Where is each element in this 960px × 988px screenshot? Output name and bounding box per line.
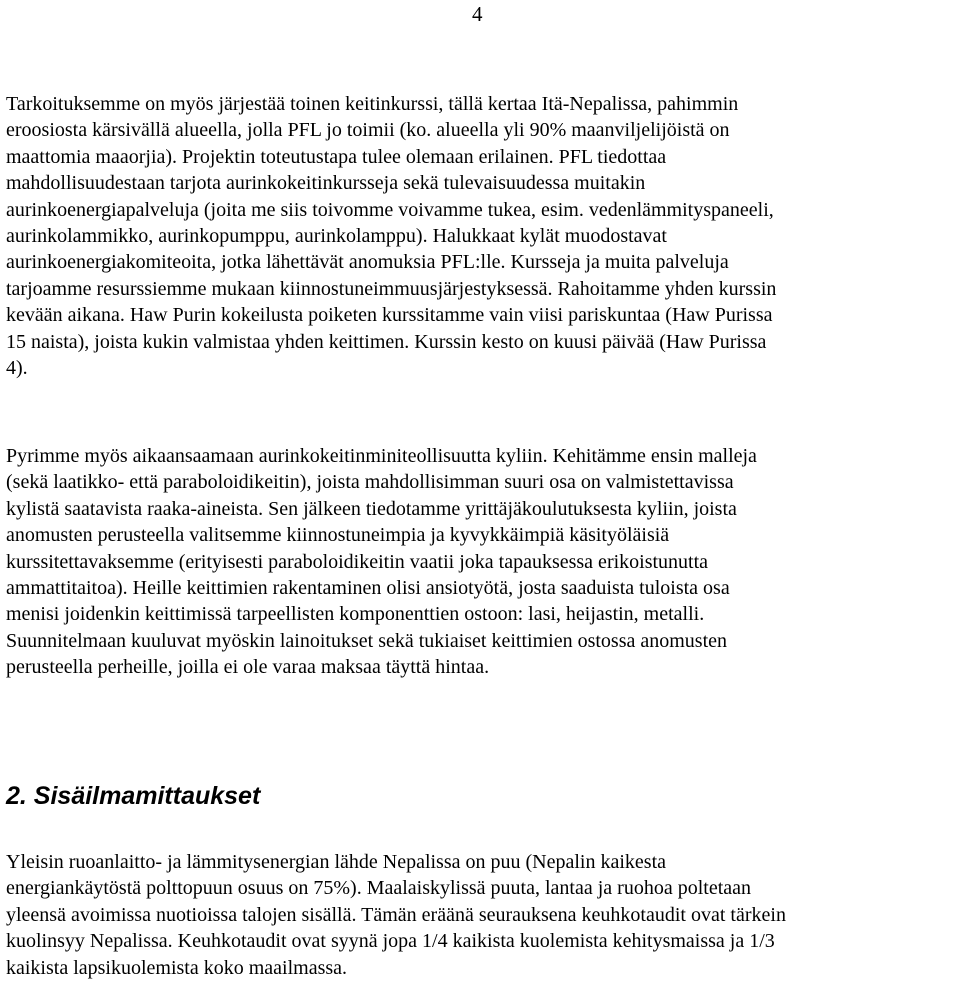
- text-line: (sekä laatikko- että paraboloidikeitin), joista mahdollisimman suuri osa on valmistettavissa: [6, 471, 734, 494]
- text-line: yleensä avoimissa nuotioissa talojen sisällä. Tämän eräänä seurauksena keuhkotaudit ovat tärkein: [6, 903, 786, 926]
- text-line: tarjoamme resurssiemme mukaan kiinnostuneimmuusjärjestyksessä. Rahoitamme yhden kurssin: [6, 277, 777, 300]
- text-line: energiankäytöstä polttopuun osuus on 75%). Maalaiskylissä puuta, lantaa ja ruohoa poltetaan: [6, 877, 752, 900]
- text-line: ammattitaitoa). Heille keittimien rakentaminen olisi ansiotyötä, josta saaduista tuloista osa: [6, 577, 730, 600]
- text-line: aurinkolammikko, aurinkopumppu, aurinkolamppu). Halukkaat kylät muodostavat: [6, 225, 667, 248]
- text-line: mahdollisuudestaan tarjota aurinkokeitinkursseja sekä tulevaisuudessa muitakin: [6, 172, 646, 195]
- text-line: kuolinsyy Nepalissa. Keuhkotaudit ovat syynä jopa 1/4 kaikista kuolemista kehitysmaissa ja 1/3: [6, 930, 775, 953]
- text-line: menisi joidenkin keittimissä tarpeellisten komponenttien ostoon: lasi, heijastin, metalli.: [6, 603, 705, 626]
- paragraph-cooking-course-plan: [6, 91, 958, 381]
- text-line: aurinkoenergiakomiteoita, jotka lähettävät anomuksia PFL:lle. Kursseja ja muita palveluja: [6, 251, 729, 274]
- text-line: Pyrimme myös aikaansaamaan aurinkokeitinminiteollisuutta kyliin. Kehitämme ensin malleja: [6, 445, 757, 467]
- paragraph-mini-industry: [6, 443, 958, 681]
- text-line: Yleisin ruoanlaitto- ja lämmitysenergian lähde Nepalissa on puu (Nepalin kaikesta: [6, 851, 666, 873]
- text-line: anomusten perusteella valitsemme kiinnostuneimpia ja kyvykkäimpiä käsityöläisiä: [6, 524, 670, 547]
- paragraph-indoor-air: [6, 849, 958, 981]
- text-line: perusteella perheille, joilla ei ole varaa maksaa täyttä hintaa.: [6, 656, 490, 679]
- text-line: 4).: [6, 357, 28, 380]
- text-line: Suunnitelmaan kuuluvat myöskin lainoitukset sekä tukiaiset keittimien ostossa anomusten: [6, 629, 728, 652]
- text-line: kurssitettavaksemme (erityisesti paraboloidikeitin vaatii joka tapauksessa erikoistunutta: [6, 550, 709, 573]
- text-line: maattomia maaorjia). Projektin toteutustapa tulee olemaan erilainen. PFL tiedottaa: [6, 145, 667, 168]
- text-line: eroosiosta kärsivällä alueella, jolla PFL jo toimii (ko. alueella yli 90% maanviljelijöistä on: [6, 119, 730, 142]
- text-line: kaikista lapsikuolemista koko maailmassa.: [6, 956, 348, 979]
- text-line: 15 naista), joista kukin valmistaa yhden keittimen. Kurssin kesto on kuusi päivää (Haw Purissa: [6, 330, 767, 353]
- page-number: 4: [472, 2, 483, 26]
- text-line: Tarkoituksemme on myös järjestää toinen keitinkurssi, tällä kertaa Itä-Nepalissa, pahimmin: [6, 93, 739, 115]
- text-line: kevään aikana. Haw Purin kokeilusta poiketen kurssitamme vain viisi pariskuntaa (Haw Purissa: [6, 304, 773, 327]
- text-line: kylistä saatavista raaka-aineista. Sen jälkeen tiedotamme yrittäjäkoulutuksesta kyliin, joista: [6, 497, 737, 520]
- section-heading: 2. Sisäilmamittaukset: [6, 782, 261, 810]
- text-line: aurinkoenergiapalveluja (joita me siis toivomme voivamme tukea, esim. vedenlämmityspaneeli,: [6, 198, 774, 221]
